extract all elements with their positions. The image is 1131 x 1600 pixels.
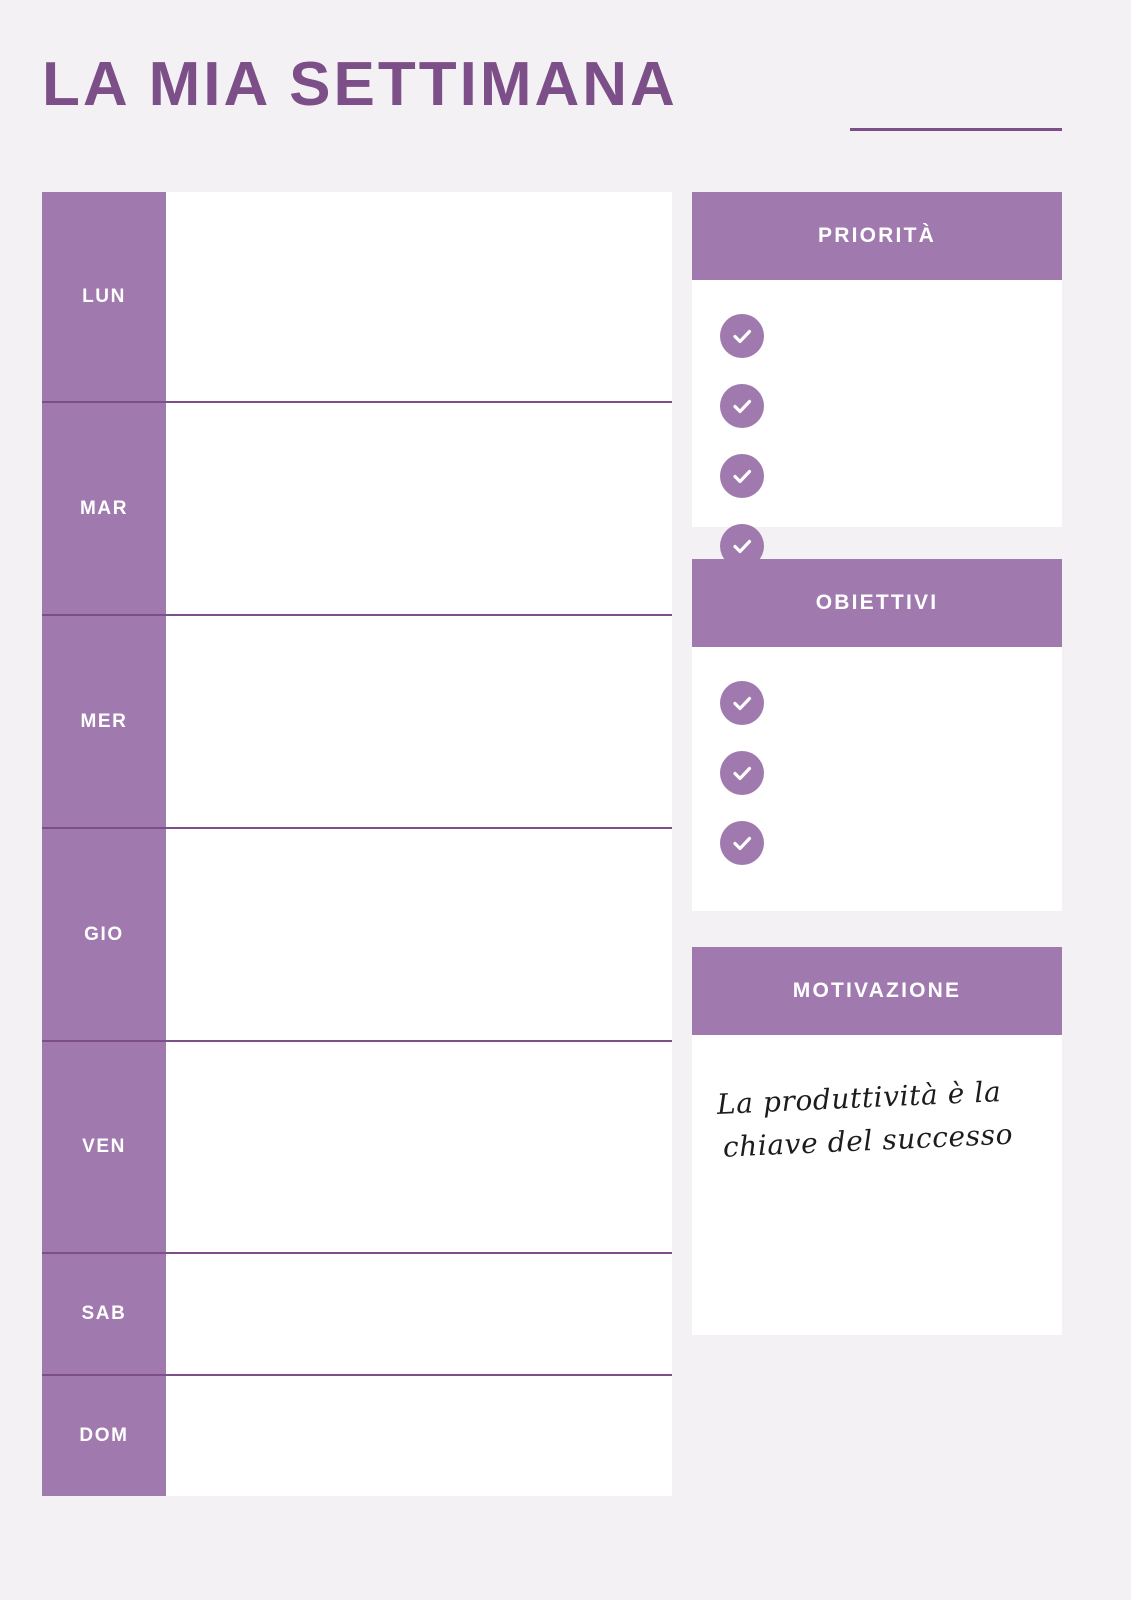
motivational-quote <box>716 1068 1050 1170</box>
day-field-lun[interactable] <box>166 192 672 401</box>
day-label-lun: LUN <box>42 192 166 401</box>
list-item[interactable] <box>720 454 1062 498</box>
priorita-item-text <box>764 336 1062 337</box>
check-icon[interactable] <box>720 751 764 795</box>
check-icon[interactable] <box>720 454 764 498</box>
obiettivi-item-text <box>764 843 1062 844</box>
check-icon[interactable] <box>720 314 764 358</box>
list-item[interactable] <box>720 314 1062 358</box>
quote-line-1: La produttività è la <box>716 1075 1002 1121</box>
card-gap <box>692 911 1062 947</box>
card-obiettivi <box>692 559 1062 911</box>
priorita-item-text <box>764 476 1062 477</box>
obiettivi-checklist <box>692 647 1062 895</box>
card-title-priorita: PRIORITÀ <box>692 192 1062 280</box>
page-header <box>42 50 1062 144</box>
check-icon[interactable] <box>720 821 764 865</box>
day-label-dom: DOM <box>42 1376 166 1496</box>
day-label-ven: VEN <box>42 1042 166 1252</box>
page-title: LA MIA SETTIMANA <box>42 50 678 119</box>
header-rule <box>850 128 1062 131</box>
table-row <box>42 1042 672 1254</box>
list-item[interactable] <box>720 821 1062 865</box>
day-label-gio: GIO <box>42 829 166 1040</box>
day-field-dom[interactable] <box>166 1376 672 1496</box>
table-row <box>42 1254 672 1376</box>
day-field-ven[interactable] <box>166 1042 672 1252</box>
list-item[interactable] <box>720 751 1062 795</box>
sidebar-cards <box>692 192 1062 1335</box>
list-item[interactable] <box>720 681 1062 725</box>
card-motivazione <box>692 947 1062 1335</box>
table-row <box>42 829 672 1042</box>
check-icon[interactable] <box>720 524 764 568</box>
day-label-mar: MAR <box>42 403 166 614</box>
day-field-mer[interactable] <box>166 616 672 827</box>
quote-line-2: chiave del successo <box>722 1117 1014 1165</box>
check-icon[interactable] <box>720 384 764 428</box>
card-body-obiettivi <box>692 647 1062 911</box>
day-field-gio[interactable] <box>166 829 672 1040</box>
card-body-priorita <box>692 280 1062 527</box>
priorita-item-text <box>764 546 1062 547</box>
card-title-obiettivi: OBIETTIVI <box>692 559 1062 647</box>
day-label-sab: SAB <box>42 1254 166 1374</box>
priorita-item-text <box>764 406 1062 407</box>
obiettivi-item-text <box>764 703 1062 704</box>
table-row <box>42 616 672 829</box>
list-item[interactable] <box>720 384 1062 428</box>
card-priorita <box>692 192 1062 527</box>
card-body-motivazione <box>692 1035 1062 1335</box>
obiettivi-item-text <box>764 773 1062 774</box>
table-row <box>42 403 672 616</box>
check-icon[interactable] <box>720 681 764 725</box>
table-row <box>42 1376 672 1496</box>
day-field-mar[interactable] <box>166 403 672 614</box>
day-label-mer: MER <box>42 616 166 827</box>
table-row <box>42 192 672 403</box>
day-field-sab[interactable] <box>166 1254 672 1374</box>
card-title-motivazione: MOTIVAZIONE <box>692 947 1062 1035</box>
week-grid <box>42 192 672 1496</box>
